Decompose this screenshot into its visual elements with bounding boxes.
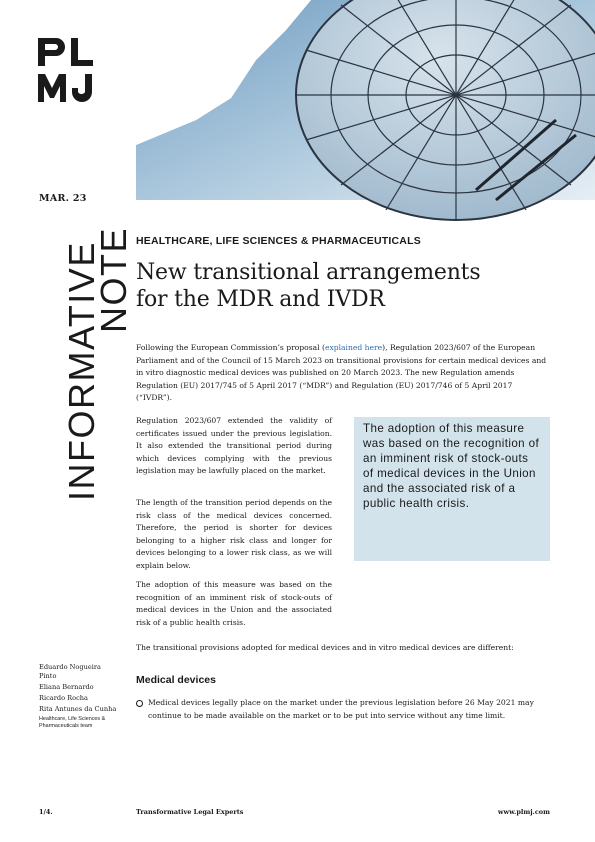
body-paragraph-3: The adoption of this measure was based on the recognition of an imminent risk of stock-outs of medical devices in the Union and the associated risk of a public health crisis. — [136, 580, 332, 627]
body-paragraph-2: The length of the transition period depends on the risk class of the medical devices concerned. Therefore, the period is shorter for devices belonging to a higher risk class and longer for devices belonging to a lower risk class, as we will explain below. — [136, 498, 332, 570]
list-item-text: Medical devices legally place on the market under the previous legislation before 26 May 2021 may continue to be made available on the market or to be put into service without any time limit. — [148, 698, 534, 720]
intro-paragraph — [136, 342, 550, 405]
author-name: Eduardo Nogueira Pinto — [39, 663, 101, 680]
transitional-provisions-paragraph: The transitional provisions adopted for medical devices and in vitro medical devices are different: — [136, 643, 514, 652]
bullet-circle-icon — [136, 700, 143, 707]
hero-image-radio-telescope — [136, 0, 595, 200]
page-number: 1/4. — [39, 808, 53, 816]
explained-here-link[interactable]: explained here — [324, 343, 383, 352]
informative-note-vertical-title — [28, 225, 134, 505]
section-heading-medical-devices: Medical devices — [136, 674, 216, 686]
list-item — [136, 697, 550, 722]
article-title-line2: for the MDR and IVDR — [136, 287, 385, 312]
body-paragraph-1: Regulation 2023/607 extended the validity of certificates issued under the previous legislation. It also extended the transitional period during which devices complying with the previous legislation may be lawfully placed on the market. — [136, 416, 332, 475]
team-name: Healthcare, Life Sciences & Pharmaceuticals team — [39, 716, 106, 729]
issue-date: MAR. 23 — [39, 193, 87, 204]
article-title — [136, 259, 556, 313]
author-name: Rita Antunes da Cunha — [39, 705, 117, 713]
intro-text-start: Following the European Commission’s proposal ( — [136, 343, 325, 352]
footer-tagline: Transformative Legal Experts — [136, 808, 244, 816]
intro-text-end: ), Regulation 2023/607 of the European Parliament and of the Council of 15 March 2023 on transitional provisions for certain medical devices and in vitro diagnostic medical devices was published on 20 March 2023. The new Regulation amends Regulation (EU) 2017/745 of 5 April 2017 (“MDR”) and Regulation (EU) 2017/746 of 5 April 2017 (“IVDR”). — [136, 343, 547, 402]
article-title-line1: New transitional arrangements — [136, 260, 481, 285]
pull-quote-box: The adoption of this measure was based on the recognition of an imminent risk of stock-outs of medical devices in the Union and the associated risk of a public health crisis. — [354, 417, 550, 561]
vertical-title-line1: INFORMATIVE — [61, 241, 102, 501]
vertical-title-line2: NOTE — [93, 226, 134, 333]
author-name: Ricardo Rocha — [39, 694, 88, 702]
authors-list — [39, 663, 119, 730]
author-name: Eliana Bernardo — [39, 683, 94, 691]
plmj-logo — [38, 38, 100, 102]
category-label: HEALTHCARE, LIFE SCIENCES & PHARMACEUTICALS — [136, 235, 421, 247]
website-link[interactable]: www.plmj.com — [497, 808, 550, 816]
